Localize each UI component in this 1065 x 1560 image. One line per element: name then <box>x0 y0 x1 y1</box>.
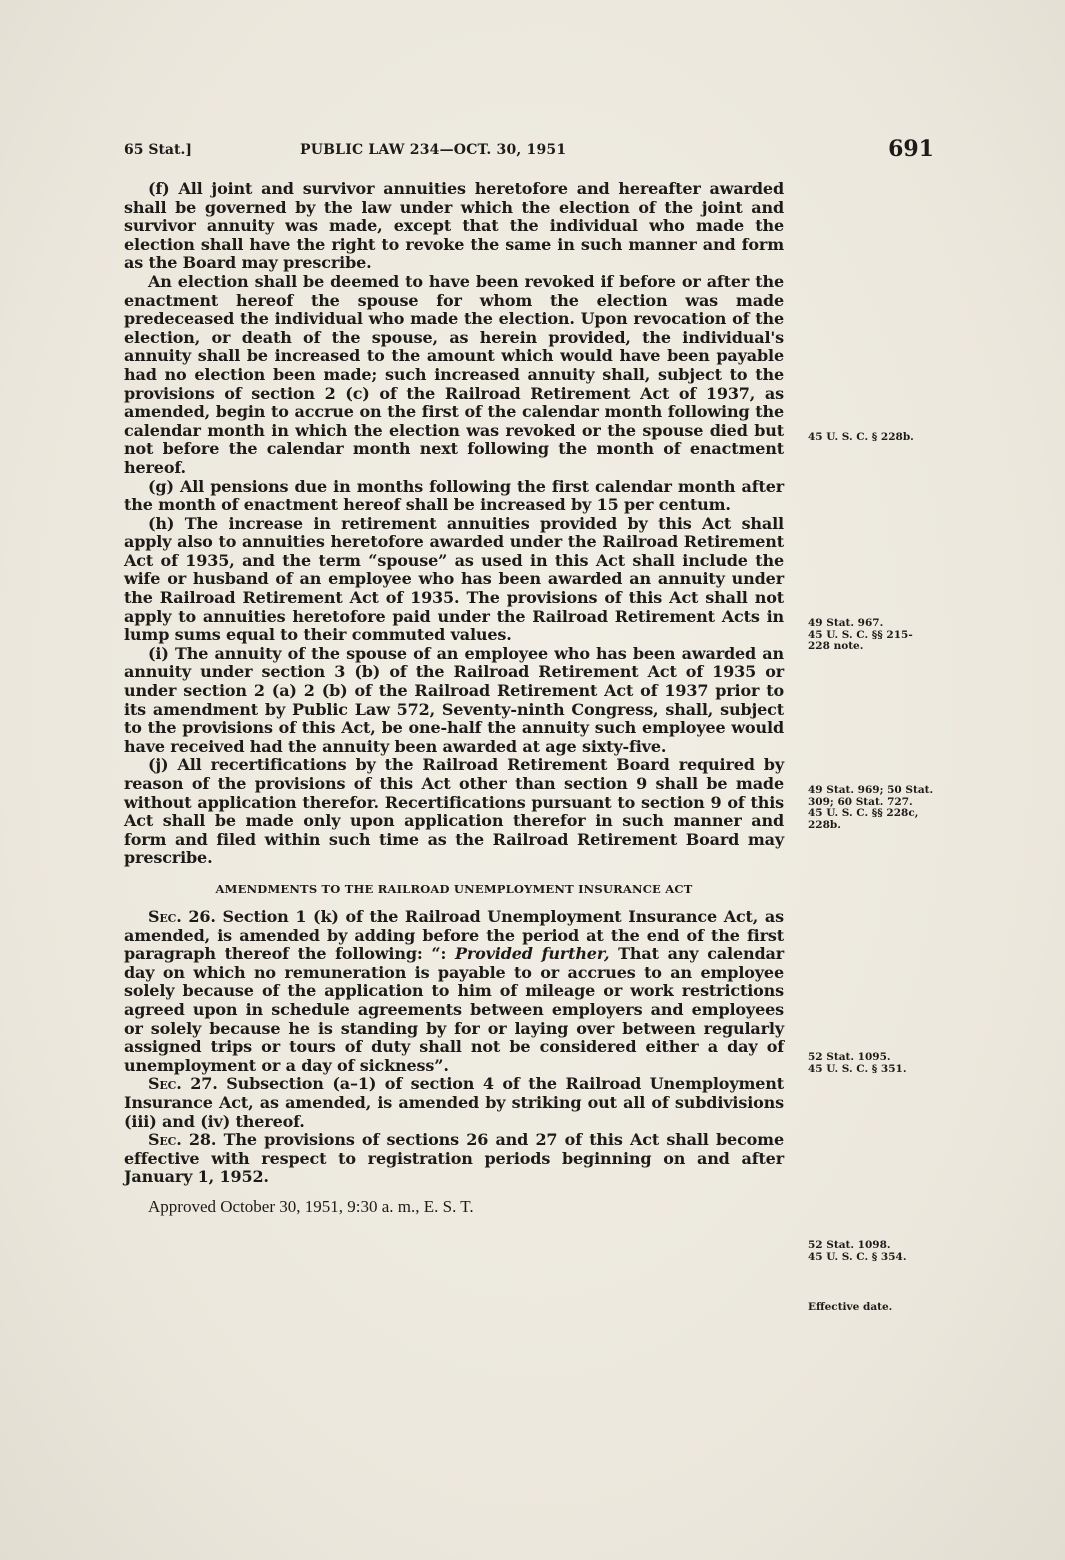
section-27-text: Subsection (a–1) of section 4 of the Railroad Unemployment Insurance Act, as amended, is amended by striking out all of subdivisions (iii) and (iv) thereof. <box>124 1074 785 1131</box>
margin-note-49-stat-969 <box>808 785 948 831</box>
margin-note-228b <box>808 432 948 444</box>
approval-line: Approved October 30, 1951, 9:30 a. m., E. S. T. <box>148 1196 474 1216</box>
margin-note-line: 52 Stat. 1095. <box>808 1051 891 1063</box>
section-27-label: Sec. 27. <box>148 1074 218 1094</box>
margin-note-line: 45 U. S. C. §§ 228c, <box>808 807 919 819</box>
margin-note-line: 309; 60 Stat. 727. <box>808 795 913 808</box>
margin-note-line: 49 Stat. 969; 50 Stat. <box>808 784 934 796</box>
margin-note-52-stat-1095 <box>808 1052 948 1075</box>
margin-note-line: 52 Stat. 1098. <box>808 1239 891 1251</box>
paragraph-j: (j) All recertifications by the Railroad Retirement Board required by reason of the provisions of this Act other than section 9 shall be made without application therefor. Recertifications pursuant to section 9 of this Act shall be made only upon application therefor in such manner and form and filed within such time as the Railroad Retirement Board may prescribe. <box>124 755 784 868</box>
section-heading: AMENDMENTS TO THE RAILROAD UNEMPLOYMENT INSURANCE ACT <box>215 881 693 896</box>
stat-reference: 65 Stat.] <box>124 142 192 158</box>
section-26-label: Sec. 26. <box>148 906 216 926</box>
margin-note-line: 45 U. S. C. §§ 215- <box>808 628 913 641</box>
section-28 <box>124 1131 784 1187</box>
margin-note-effective-date-text: Effective date. <box>808 1301 893 1313</box>
paragraph-f: (f) All joint and survivor annuities heretofore and hereafter awarded shall be governed by the law under which the election of the joint and survivor annuity was made, except that the individual who made the election shall have the right to revoke the same in such manner and form as the Board may prescribe. <box>124 179 784 273</box>
margin-note-line: 45 U. S. C. § 354. <box>808 1250 907 1263</box>
paragraph-election: An election shall be deemed to have been revoked if before or after the enactment hereof the spouse for whom the election was made predeceased the individual who made the election. Upon revocation of the election, or death of the spouse, as herein provided, the individual's annuity shall be increased to the amount which would have been payable had no election been made; such increased annuity shall, subject to the provisions of section 2 (c) of the Railroad Retirement Act of 1937, as amended, begin to accrue on the first of the calendar month following the calendar month in which the election was revoked or the spouse died but not before the calendar month next following the month of enactment hereof. <box>124 271 784 477</box>
page-header <box>124 136 934 166</box>
margin-note-52-stat-1098 <box>808 1240 948 1263</box>
margin-note-line: 49 Stat. 967. <box>808 617 884 629</box>
margin-note-effective-date <box>808 1302 948 1314</box>
margin-note-49-stat-967 <box>808 618 948 653</box>
margin-note-line: 228b. <box>808 818 841 831</box>
paragraph-i: (i) The annuity of the spouse of an employee who has been awarded an annuity under section 3 (b) of the Railroad Retirement Act of 1935 or under section 2 (a) 2 (b) of the Railroad Retirement Act of 1937 prior to its amendment by Public Law 572, Seventy-ninth Congress, shall, subject to the provisions of this Act, be one-half the annuity such employee would have received had the annuity been awarded at age sixty-five. <box>124 643 784 756</box>
section-26-proviso: Provided further, <box>454 944 610 964</box>
section-26-text-before: Section 1 (k) of the Railroad Unemployment Insurance Act, as amended, is amended by adding before the period at the end of the first paragraph thereof the following: “: <box>124 906 784 964</box>
section-26 <box>124 908 784 1075</box>
section-28-text: The provisions of sections 26 and 27 of this Act shall become effective with respect to registration periods beginning on and after January 1, 1952. <box>124 1130 784 1187</box>
running-title: PUBLIC LAW 234—OCT. 30, 1951 <box>300 142 567 158</box>
page-number: 691 <box>888 136 934 162</box>
section-27 <box>124 1075 784 1131</box>
margin-note-228b-text: 45 U. S. C. § 228b. <box>808 431 914 443</box>
paragraph-g: (g) All pensions due in months following the first calendar month after the month of enactment hereof shall be increased by 15 per centum. <box>124 476 784 515</box>
section-26-text-after: That any calendar day on which no remuneration is payable to or accrues to an employee solely because of the application to him of mileage or work restrictions agreed upon in schedule agreements between employers and employees or solely because he is standing by for or laying over between regularly assigned trips or tours of duty shall not be considered either a day of unemployment or a day of sickness”. <box>124 944 785 1075</box>
margin-note-line: 45 U. S. C. § 351. <box>808 1062 907 1075</box>
body-text <box>124 180 784 1217</box>
section-28-label: Sec. 28. <box>148 1130 217 1150</box>
margin-note-line: 228 note. <box>808 640 864 652</box>
paragraph-h: (h) The increase in retirement annuities provided by this Act shall apply also to annuities heretofore awarded under the Railroad Retirement Act of 1935, and the term “spouse” as used in this Act shall include the wife or husband of an employee who has been awarded an annuity under the Railroad Retirement Act of 1935. The provisions of this Act shall not apply to annuities heretofore paid under the Railroad Retirement Acts in lump sums equal to their commuted values. <box>124 513 784 645</box>
